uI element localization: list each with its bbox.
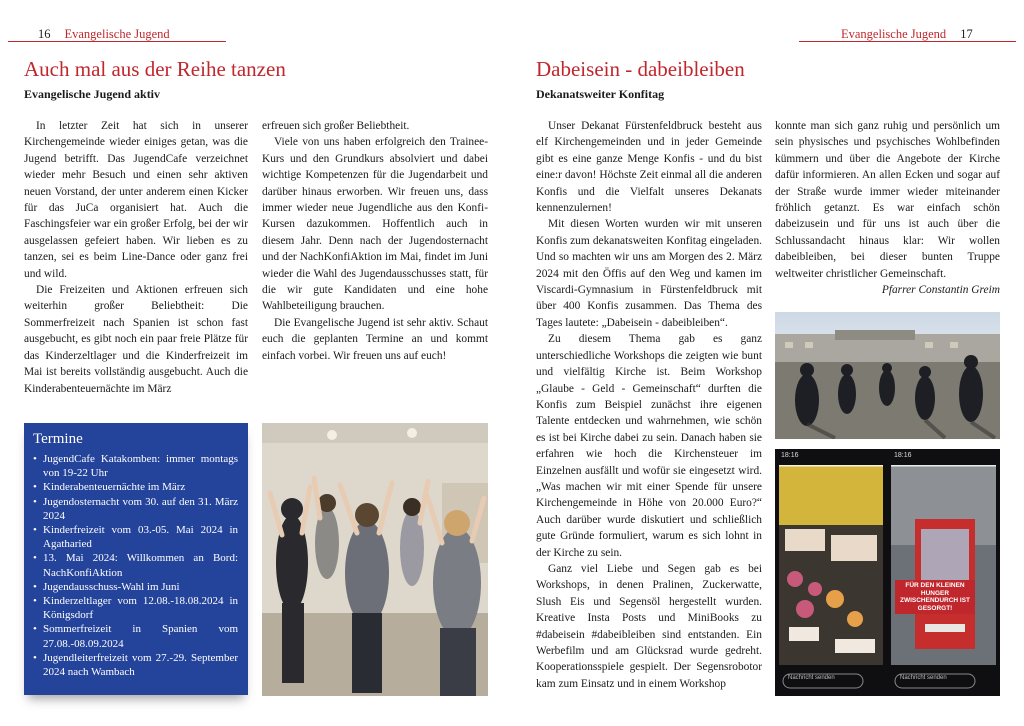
- instagram-screenshots-image: [775, 449, 1000, 696]
- paragraph: Viele von uns haben erfolgreich den Trainee-Kurs und den Grundkurs absolviert und dabei wichtige Kompetenzen für die Jugendarbeit und darüber hinaus erworben. Wir freuen uns, dass immer wieder neue Jugendliche aus den Konfi-Kursen dazukommen. Hoffentlich auch in diesem Jahr. Denn nach der Jugendosternacht und der NachKonfiAktion im Mai, findet im Juni wieder die Wahl des Jugendausschusses statt, für die wir gute Kandidaten und eine hohe Wahlbeteiligung brauchen.: [262, 136, 488, 313]
- termine-item: • Jugendleiterfreizeit vom 27.-29. September 2024 nach Wambach: [33, 651, 238, 679]
- termine-item: • JugendCafe Katakomben: immer montags von 19-22 Uhr: [33, 452, 238, 480]
- termine-list: [33, 452, 238, 679]
- paragraph: In letzter Zeit hat sich in unserer Kirchengemeinde wieder einiges getan, was die Jugend betrifft. Das JugendCafe verzeichnet wieder mehr Besuch und einen sehr aktiven neuen Vorstand, der unter anderem einen Kicker für das JuCa organisiert hat. Auch die Faschingsfeier war ein großer Erfolg, bei der wir ausgelassen gefeiert haben. Wir lieben es zu tanzen, sei es beim Line-Dance oder ganz frei und wild.: [24, 120, 248, 280]
- left-article-title: Auch mal aus der Reihe tanzen: [24, 57, 286, 81]
- story-sticker: FÜR DEN KLEINEN HUNGER ZWISCHENDURCH IST GESORGT!: [895, 580, 975, 614]
- termine-item: • Kinderabenteuernächte im März: [33, 480, 238, 494]
- paragraph: Die Evangelische Jugend ist sehr aktiv. Schaut euch die geplanten Termine an und kommt einfach vorbei. Wir freuen uns auf euch!: [262, 316, 488, 362]
- left-running-head: [38, 27, 170, 42]
- termine-item: • Jugendausschuss-Wahl im Juni: [33, 580, 238, 594]
- dance-photo-image: [262, 423, 488, 696]
- left-column-2: [262, 118, 488, 364]
- paragraph: Zu diesem Thema gab es ganz unterschiedliche Workshops die zeigten wie bunt und vielfältig Kirche ist. Beim Workshop „Glaube - Geld - Gemeinschaft“ durften die Konfis zum Beispiel zunächst ihre eigenen Talente entdecken und wahrnehmen, wie schön es ist bei Kirche dabei zu sein. Danach haben sie erfahren wie hoch die Kirchensteuer im Einzelnen ausfällt und wofür sie eingesetzt wird. „Was machen wir mit einer Spende für unsere Kirchengemeinde in Höhe von 20.000 Euro?“ Auch darüber wurde diskutiert und schließlich gute Gründe formuliert, warum es sich lohnt in der Kirche zu sein.: [536, 333, 762, 559]
- paragraph: erfreuen sich großer Beliebtheit.: [262, 120, 410, 132]
- paragraph: Mit diesen Worten wurden wir mit unseren Konfis zum dekanatsweiten Konfitag eingeladen. Und so machten wir uns am Morgen des 2. März 2024 mit den Öffis auf den Weg und kamen im Viscardi-Gymnasium in Fürstenfeldbruck mit über 400 Konfis zusammen. Das Thema des Tages lautete: „Dabeisein - dabeibleiben“.: [536, 218, 762, 329]
- paragraph: konnte man sich ganz ruhig und persönlich um sein physisches und psychisches Wohlbefinden kümmern und über die Angebote der Kirche dafür informieren. An allen Ecken und sogar auf der Straße wurde immer wieder miteinander fröhlich getanzt. Es war einfach schön dabeizusein und für uns ist auch über die Schlussandacht hinaus klar: Wir wollen dabeibleiben, bei dieser bunten Truppe weltweiter christlicher Gemeinschaft.: [775, 120, 1000, 280]
- right-column-2: [775, 118, 1000, 298]
- right-page: [512, 0, 1024, 726]
- left-article-subtitle: Evangelische Jugend aktiv: [24, 87, 161, 101]
- message-field-left: Nachricht senden: [788, 675, 835, 681]
- paragraph: Die Freizeiten und Aktionen erfreuen sich weiterhin großer Beliebtheit: Die Sommerfreizeit nach Spanien ist schon fast ausgebucht, es gibt noch ein paar freie Plätze für das Kinderzeltlager und die Kinderfreizeit im Mai ist bereits vollständig ausgebucht. Auch die Kinderabenteuernächte im März: [24, 284, 248, 395]
- right-phone-time: 18:16: [894, 452, 912, 459]
- termine-item: • Kinderzeltlager vom 12.08.-18.08.2024 in Königsdorf: [33, 594, 238, 622]
- right-article-subtitle: Dekanatsweiter Konfitag: [536, 87, 665, 101]
- paragraph: Ganz viel Liebe und Segen gab es bei Workshops, in denen Pralinen, Zuckerwatte, Slush Eis und Segensöl hergestellt wurden. Kreative Insta Posts und MiniBooks zu #dabeisein #dabeibleiben sind entstanden. Ein Werbefilm und am Glücksrad wurde gedreht. Kooperationsspiele gespielt. Der Segensrobotor kam zum Einsatz und in einem Workshop: [536, 562, 762, 690]
- left-column-1: [24, 118, 248, 397]
- dance-photo: [262, 423, 488, 696]
- termine-item: • Kinderfreizeit vom 03.-05. Mai 2024 in Agatharied: [33, 523, 238, 551]
- instagram-screenshots: [775, 449, 1000, 696]
- right-section-name: Evangelische Jugend: [841, 27, 947, 41]
- right-running-head: [841, 27, 973, 42]
- right-header-rule: [799, 41, 1016, 42]
- signature: Pfarrer Constantin Greim: [881, 284, 1000, 297]
- paragraph: Unser Dekanat Fürstenfeldbruck besteht aus elf Kirchengemeinden und in jeder Gemeinde gibt es eine ganze Menge Konfis - und du bist eine:r davon! Höchste Zeit einmal all die anderen Konfis und die Vielfalt unseres Dekanats kennenzulernen!: [536, 120, 762, 215]
- termine-box: [24, 423, 248, 695]
- right-column-1: [536, 118, 762, 692]
- message-field-right: Nachricht senden: [900, 675, 947, 681]
- left-phone-time: 18:16: [781, 452, 799, 459]
- termine-item: • Jugendosternacht vom 30. auf den 31. März 2024: [33, 495, 238, 523]
- termine-item: • 13. Mai 2024: Willkommen an Bord: NachKonfiAktion: [33, 551, 238, 579]
- schoolyard-photo-image: [775, 312, 1000, 439]
- left-header-rule: [8, 41, 226, 42]
- right-page-number: 17: [960, 27, 973, 41]
- termine-heading: Termine: [33, 431, 83, 447]
- termine-item: • Sommerfreizeit in Spanien vom 27.08.-08.09.2024: [33, 622, 238, 650]
- schoolyard-photo: [775, 312, 1000, 439]
- left-section-name: Evangelische Jugend: [64, 27, 170, 41]
- right-article-title: Dabeisein - dabeibleiben: [536, 57, 745, 81]
- left-page-number: 16: [38, 27, 51, 41]
